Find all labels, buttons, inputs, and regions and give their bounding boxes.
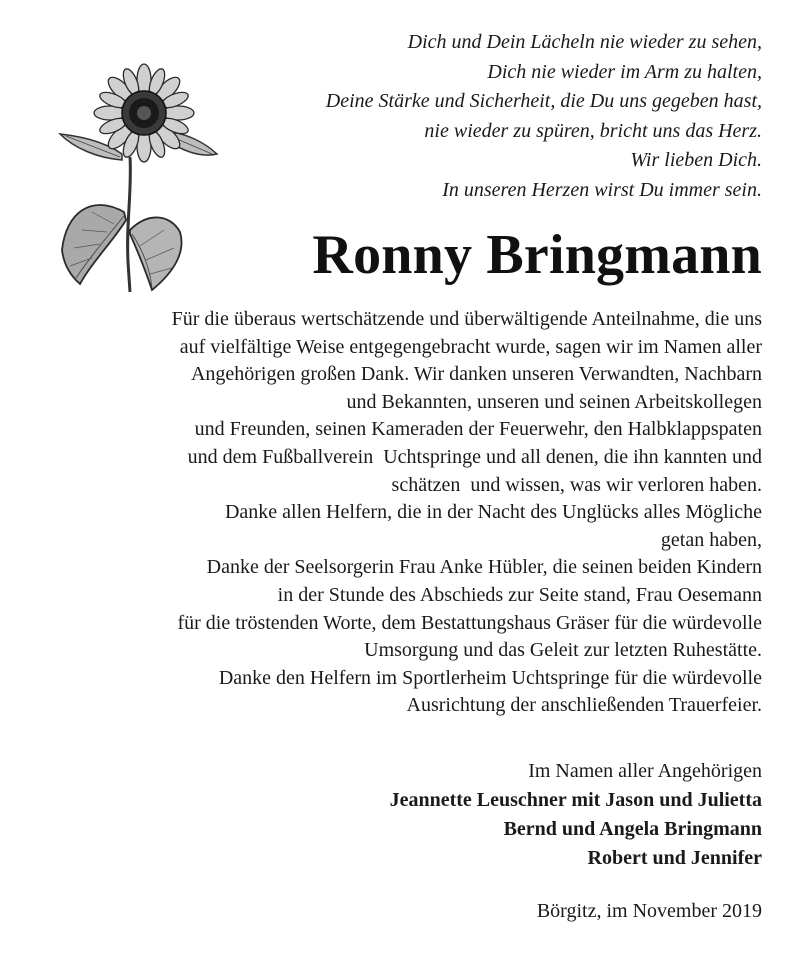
- poem-line: Deine Stärke und Sicherheit, die Du uns gegeben hast,: [325, 90, 762, 112]
- thanks-line: und Freunden, seinen Kameraden der Feuerwehr, den Halbklappspaten: [194, 418, 762, 441]
- poem-line: Wir lieben Dich.: [630, 149, 762, 171]
- signature-name: Bernd und Angela Bringmann: [503, 818, 762, 840]
- poem-line: Dich und Dein Lächeln nie wieder zu sehen,: [407, 31, 762, 53]
- thanks-line: und dem Fußballverein Uchtspringe und all denen, die ihn kannten und: [187, 445, 762, 468]
- place-date: Börgitz, im November 2019: [536, 900, 762, 922]
- thanks-line: Danke der Seelsorgerin Frau Anke Hübler, die seinen beiden Kindern: [206, 556, 762, 579]
- thanks-line: in der Stunde des Abschieds zur Seite stand, Frau Oesemann: [277, 583, 762, 606]
- signature-intro: Im Namen aller Angehörigen: [528, 760, 762, 782]
- thanks-line: getan haben,: [660, 528, 762, 551]
- thanks-line: Danke den Helfern im Sportlerheim Uchtspringe für die würdevolle: [218, 666, 762, 689]
- thanks-line: und Bekannten, unseren und seinen Arbeitskollegen: [346, 390, 762, 413]
- thanks-line: Ausrichtung der anschließenden Trauerfeier.: [406, 694, 762, 717]
- thanks-line: Für die überaus wertschätzende und überwältigende Anteilnahme, die uns: [171, 308, 762, 330]
- signature-name: Jeannette Leuschner mit Jason und Julietta: [389, 789, 762, 811]
- thanks-line: Danke allen Helfern, die in der Nacht des Unglücks alles Mögliche: [224, 501, 762, 524]
- sunflower-icon: [52, 62, 227, 297]
- poem-line: In unseren Herzen wirst Du immer sein.: [442, 178, 762, 201]
- thanks-text: [22, 306, 762, 720]
- thanks-line: Umsorgung und das Geleit zur letzten Ruhestätte.: [364, 639, 762, 662]
- deceased-name: Ronny Bringmann: [312, 224, 762, 286]
- thanks-line: schätzen und wissen, was wir verloren haben.: [391, 473, 762, 496]
- poem: [202, 28, 762, 205]
- poem-line: nie wieder zu spüren, bricht uns das Herz.: [424, 119, 762, 142]
- signature-block: [162, 757, 762, 873]
- thanks-line: Angehörigen großen Dank. Wir danken unseren Verwandten, Nachbarn: [190, 363, 762, 386]
- thanks-line: für die tröstenden Worte, dem Bestattungshaus Gräser für die würdevolle: [177, 611, 762, 634]
- thanks-line: auf vielfältige Weise entgegengebracht wurde, sagen wir im Namen aller: [179, 335, 762, 358]
- poem-line: Dich nie wieder im Arm zu halten,: [487, 60, 762, 83]
- signature-name: Robert und Jennifer: [587, 847, 762, 869]
